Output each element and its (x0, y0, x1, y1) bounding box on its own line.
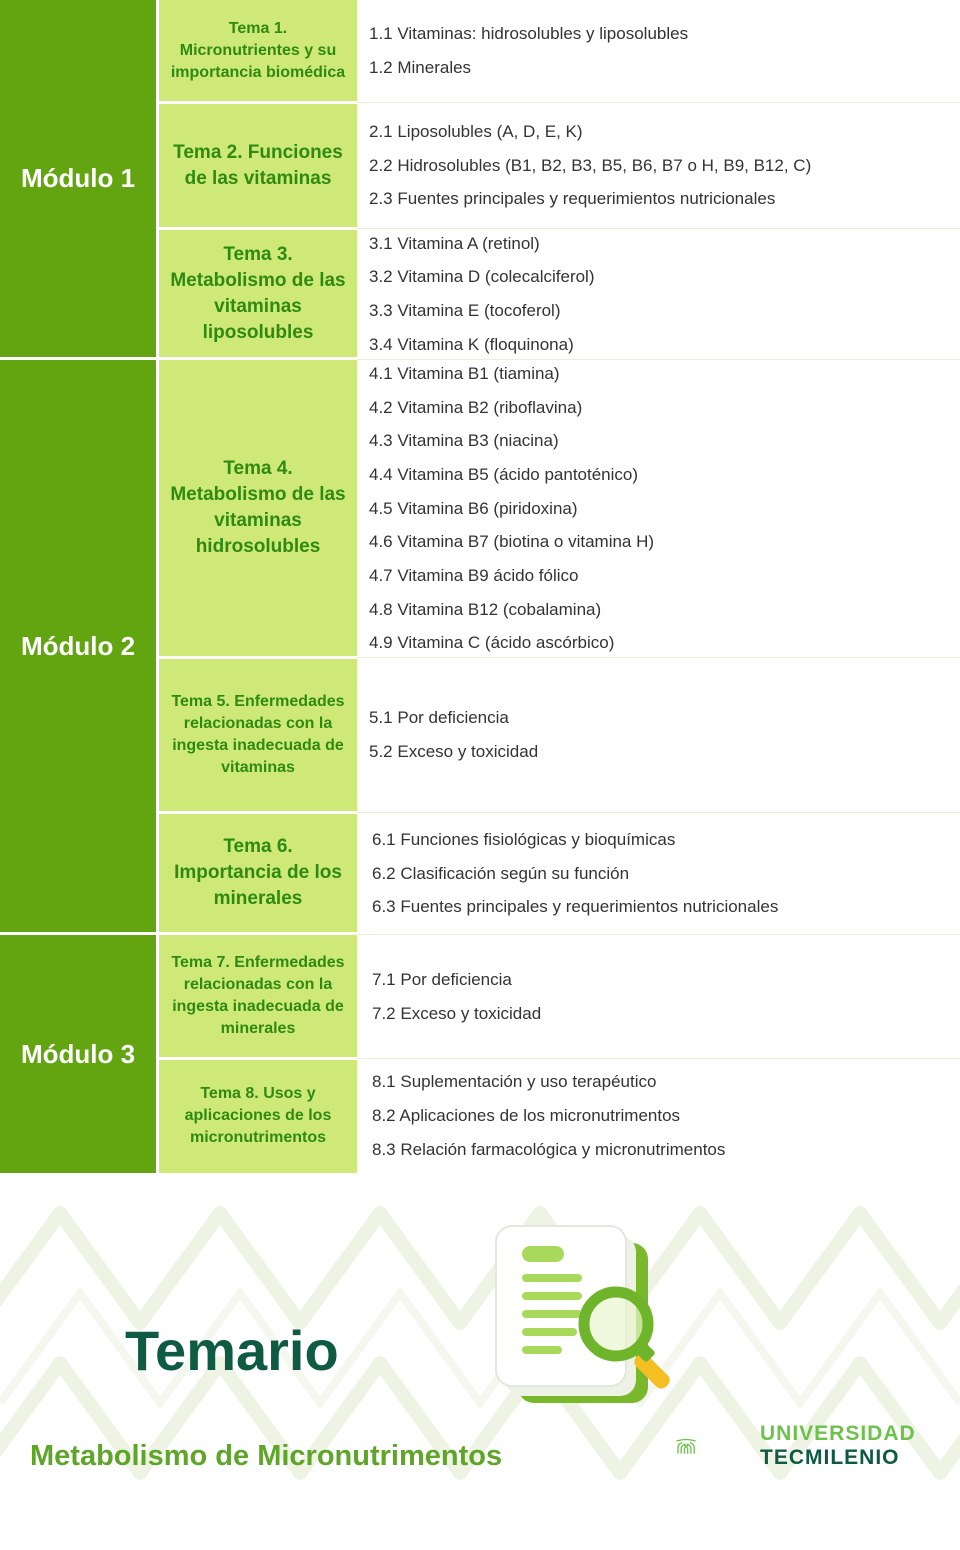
subtopic-item: 4.3 Vitamina B3 (niacina) (369, 431, 559, 451)
subtopic-item: 8.2 Aplicaciones de los micronutrimentos (372, 1106, 681, 1126)
topic-8-subtopics (357, 1059, 960, 1173)
subtopic-item: 4.7 Vitamina B9 ácido fólico (369, 566, 579, 586)
module-2-text: Módulo 2 (20, 630, 136, 661)
topic-5-title: Tema 5. Enfermedades relacionadas con la ingesta inadecuada de vitaminas (171, 692, 345, 776)
subtopic-item: 4.2 Vitamina B2 (riboflavina) (369, 397, 583, 417)
subtopic-item: 4.5 Vitamina B6 (piridoxina) (369, 498, 578, 518)
module-1-label (0, 0, 156, 357)
topic-5-subtopics (357, 658, 960, 813)
subtopic-item: 3.4 Vitamina K (floquinona) (369, 334, 574, 354)
topic-2-subtopics (357, 103, 960, 229)
topic-3-subtopics (357, 229, 960, 360)
subtopic-item: 7.1 Por deficiencia (372, 969, 512, 989)
module-1-text: Módulo 1 (20, 163, 136, 193)
subtopic-item: 7.2 Exceso y toxicidad (372, 1003, 542, 1023)
module-3-label (0, 935, 156, 1173)
subtopic-item: 4.4 Vitamina B5 (ácido pantoténico) (369, 464, 639, 484)
divider (0, 932, 357, 935)
topic-6-subtopics (357, 813, 960, 935)
topic-8-title: Tema 8. Usos y aplicaciones de los micronutrimentos (184, 1085, 332, 1146)
divider (157, 656, 357, 659)
topic-2-title: Tema 2. Funciones de las vitaminas (173, 141, 343, 189)
subtopic-item: 6.3 Fuentes principales y requerimientos nutricionales (372, 897, 779, 917)
subtopic-item: 5.1 Por deficiencia (369, 708, 509, 728)
subtopic-item: 6.2 Clasificación según su función (372, 863, 630, 883)
topic-6-title: Tema 6. Importancia de los minerales (174, 835, 342, 909)
topic-5-cell (159, 658, 357, 811)
topic-3-cell (159, 230, 357, 357)
topic-1-cell (159, 0, 357, 101)
subtopic-item: 1.1 Vitaminas: hidrosolubles y liposolubles (369, 24, 689, 44)
page-title: Temario (125, 1319, 339, 1382)
subtopic-item: 4.8 Vitamina B12 (cobalamina) (369, 599, 602, 619)
divider (157, 811, 357, 814)
subtopic-item: 1.2 Minerales (369, 58, 472, 77)
subtopic-item: 3.3 Vitamina E (tocoferol) (369, 301, 561, 320)
topic-1-subtopics (357, 0, 960, 103)
subtopic-item: 5.2 Exceso y toxicidad (369, 742, 539, 761)
subtopic-item: 3.1 Vitamina A (retinol) (369, 233, 540, 253)
subtopic-item: 4.1 Vitamina B1 (tiamina) (369, 363, 560, 383)
subtopic-item: 3.2 Vitamina D (colecalciferol) (369, 267, 595, 287)
topic-2-cell (159, 104, 357, 227)
subtopic-item: 4.6 Vitamina B7 (biotina o vitamina H) (369, 532, 655, 552)
topic-7-cell (159, 935, 357, 1057)
divider (157, 227, 357, 230)
logo-line-1: UNIVERSIDAD (760, 1422, 916, 1445)
subtopic-item: 4.9 Vitamina C (ácido ascórbico) (369, 633, 615, 653)
topic-6-cell (159, 813, 357, 932)
course-subtitle: Metabolismo de Micronutrimentos (30, 1440, 503, 1472)
topic-7-subtopics (357, 935, 960, 1059)
topic-3-title: Tema 3. Metabolismo de las vitaminas liposolubles (170, 243, 346, 343)
document-search-icon (478, 1218, 708, 1408)
subtopic-item: 6.1 Funciones fisiológicas y bioquímicas (372, 829, 676, 849)
topic-4-title: Tema 4. Metabolismo de las vitaminas hidrosolubles (170, 458, 346, 557)
divider (157, 1057, 357, 1060)
module-2-label (0, 360, 156, 932)
subtopic-item: 8.3 Relación farmacológica y micronutrimentos (372, 1139, 726, 1159)
topic-7-title: Tema 7. Enfermedades relacionadas con la ingesta inadecuada de minerales (171, 954, 345, 1037)
module-3-text: Módulo 3 (20, 1038, 136, 1069)
subtopic-item: 2.2 Hidrosolubles (B1, B2, B3, B5, B6, B7 o H, B9, B12, C) (369, 155, 812, 175)
subtopic-item: 2.1 Liposolubles (A, D, E, K) (369, 121, 583, 141)
divider (157, 101, 357, 104)
divider (0, 357, 357, 360)
topic-1-title: Tema 1. Micronutrientes y su importancia biomédica (170, 19, 346, 81)
topic-8-cell (159, 1059, 357, 1173)
subtopic-item: 2.3 Fuentes principales y requerimientos nutricionales (369, 189, 776, 209)
topic-4-cell (159, 360, 357, 656)
tecmilenio-logo-icon (676, 1420, 754, 1474)
subtopic-item: 8.1 Suplementación y uso terapéutico (372, 1072, 657, 1092)
topic-4-subtopics (357, 360, 960, 658)
logo-line-2: TECMILENIO (760, 1446, 900, 1469)
